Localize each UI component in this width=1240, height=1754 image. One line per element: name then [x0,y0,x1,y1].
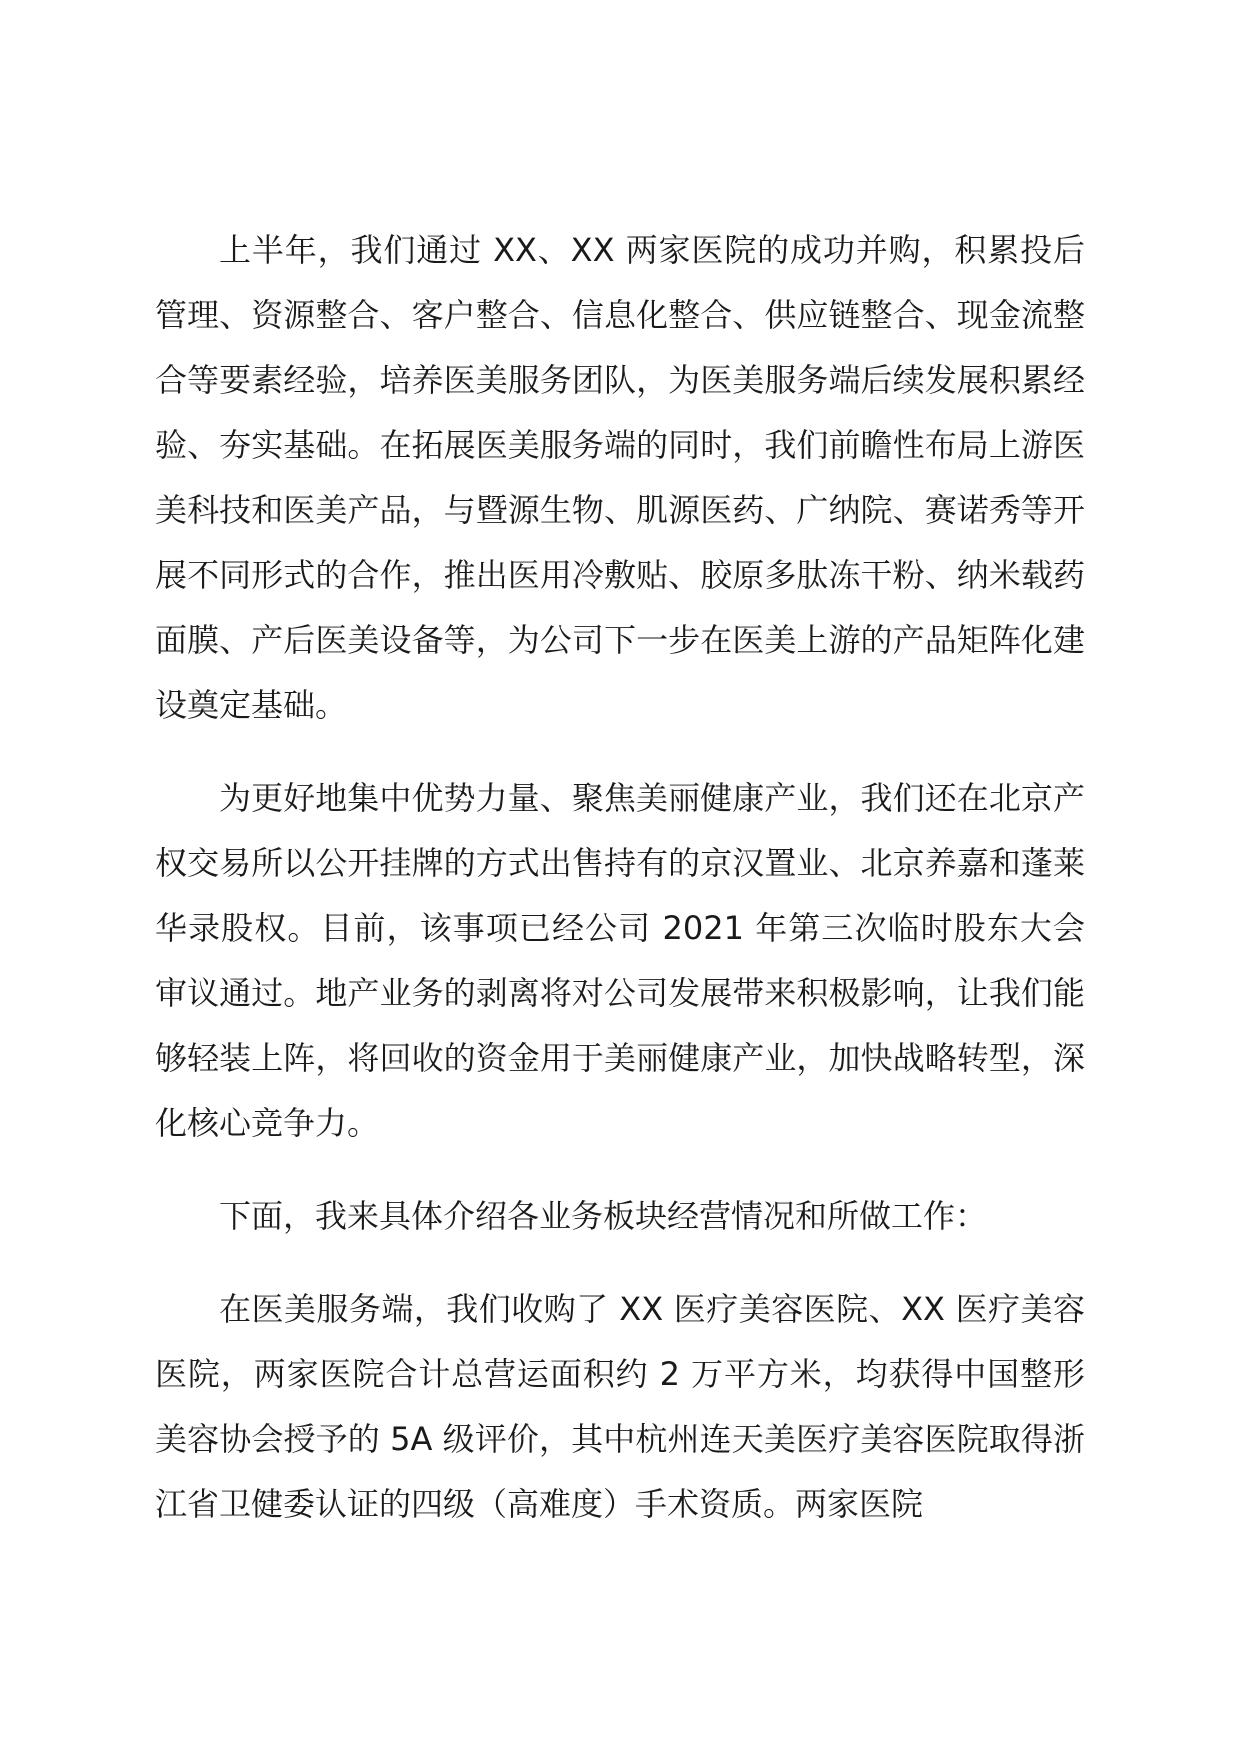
paragraph-2: 为更好地集中优势力量、聚焦美丽健康产业，我们还在北京产权交易所以公开挂牌的方式出售持有的京汉置业、北京养嘉和蓬莱华录股权。目前，该事项已经公司 2021 年第三次临时股东大会审议通过。地产业务的剥离将对公司发展带来积极影响，让我们能够轻装上阵，将回收的资金用于美丽健康产业，加快战略转型，深化核心竞争力。 [155,779,1085,1142]
document-body [155,218,1085,1565]
paragraph-4: 在医美服务端，我们收购了 XX 医疗美容医院、XX 医疗美容医院，两家医院合计总营运面积约 2 万平方米，均获得中国整形美容协会授予的 5A 级评价，其中杭州连天美医疗美容医院取得浙江省卫健委认证的四级（高难度）手术资质。两家医院 [155,1290,1085,1523]
paragraph-1: 上半年，我们通过 XX、XX 两家医院的成功并购，积累投后管理、资源整合、客户整合、信息化整合、供应链整合、现金流整合等要素经验，培养医美服务团队，为医美服务端后续发展积累经验、夯实基础。在拓展医美服务端的同时，我们前瞻性布局上游医美科技和医美产品，与暨源生物、肌源医药、广纳院、赛诺秀等开展不同形式的合作，推出医用冷敷贴、胶原多肽冻干粉、纳米载药面膜、产后医美设备等，为公司下一步在医美上游的产品矩阵化建设奠定基础。 [155,231,1085,724]
paragraph-3: 下面，我来具体介绍各业务板块经营情况和所做工作： [219,1197,988,1235]
